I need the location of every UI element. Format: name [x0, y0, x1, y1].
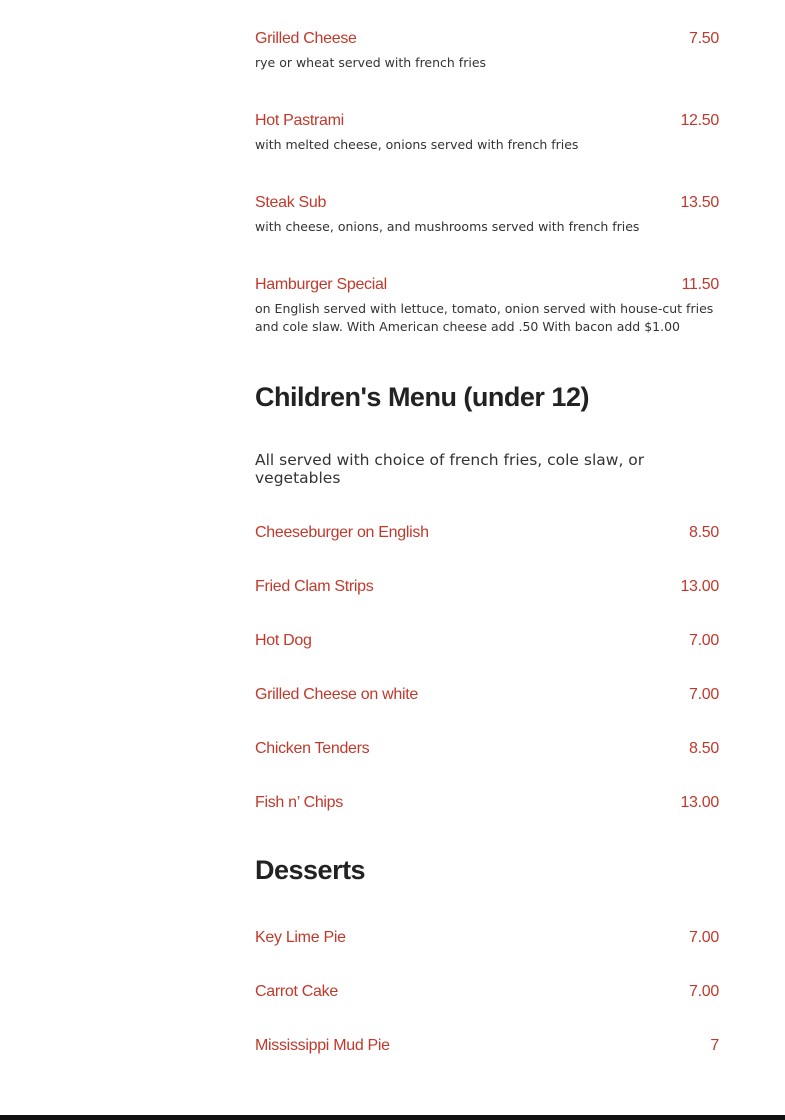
item-description: rye or wheat served with french fries — [255, 55, 487, 70]
menu-item — [255, 194, 719, 236]
item-description: with melted cheese, onions served with french fries — [255, 137, 579, 152]
item-name: Key Lime Pie — [255, 929, 346, 946]
section-title-children: Children's Menu (under 12) — [255, 382, 589, 412]
menu-item — [255, 1037, 719, 1055]
item-description: on English served with lettuce, tomato, onion served with house-cut fries and cole slaw. With American cheese add .50 With bacon add $1.00 — [255, 301, 714, 334]
item-price: 7.00 — [689, 632, 719, 649]
item-price: 7.50 — [689, 30, 719, 47]
item-price: 11.50 — [681, 276, 719, 293]
menu-item — [255, 112, 719, 154]
item-price: 13.00 — [680, 794, 719, 811]
menu-item — [255, 983, 719, 1001]
item-name: Chicken Tenders — [255, 740, 370, 757]
item-price: 7.00 — [689, 983, 719, 1000]
item-name: Fish n’ Chips — [255, 794, 343, 811]
item-name: Steak Sub — [255, 194, 327, 211]
item-price: 8.50 — [689, 524, 719, 541]
item-name: Carrot Cake — [255, 983, 338, 1000]
item-name: Cheeseburger on English — [255, 524, 429, 541]
menu-item — [255, 578, 719, 596]
menu-item — [255, 686, 719, 704]
footer-bar — [0, 1115, 785, 1120]
menu-item — [255, 276, 719, 336]
menu-item — [255, 929, 719, 947]
item-name: Grilled Cheese — [255, 30, 357, 47]
section-note: All served with choice of french fries, cole slaw, or vegetables — [255, 451, 645, 487]
item-price: 7 — [710, 1037, 719, 1054]
item-price: 7.00 — [689, 686, 719, 703]
item-price: 13.50 — [680, 194, 719, 211]
item-price: 8.50 — [689, 740, 719, 757]
item-name: Hot Pastrami — [255, 112, 344, 129]
menu-item — [255, 30, 719, 72]
item-name: Mississippi Mud Pie — [255, 1037, 390, 1054]
item-name: Hamburger Special — [255, 276, 387, 293]
item-name: Fried Clam Strips — [255, 578, 374, 595]
menu-item — [255, 794, 719, 812]
item-description: with cheese, onions, and mushrooms served with french fries — [255, 219, 640, 234]
item-name: Grilled Cheese on white — [255, 686, 418, 703]
item-price: 13.00 — [680, 578, 719, 595]
menu-item — [255, 632, 719, 650]
menu-item — [255, 740, 719, 758]
item-price: 7.00 — [689, 929, 719, 946]
item-name: Hot Dog — [255, 632, 312, 649]
section-title-desserts: Desserts — [255, 855, 366, 885]
item-price: 12.50 — [680, 112, 719, 129]
menu-item — [255, 524, 719, 542]
